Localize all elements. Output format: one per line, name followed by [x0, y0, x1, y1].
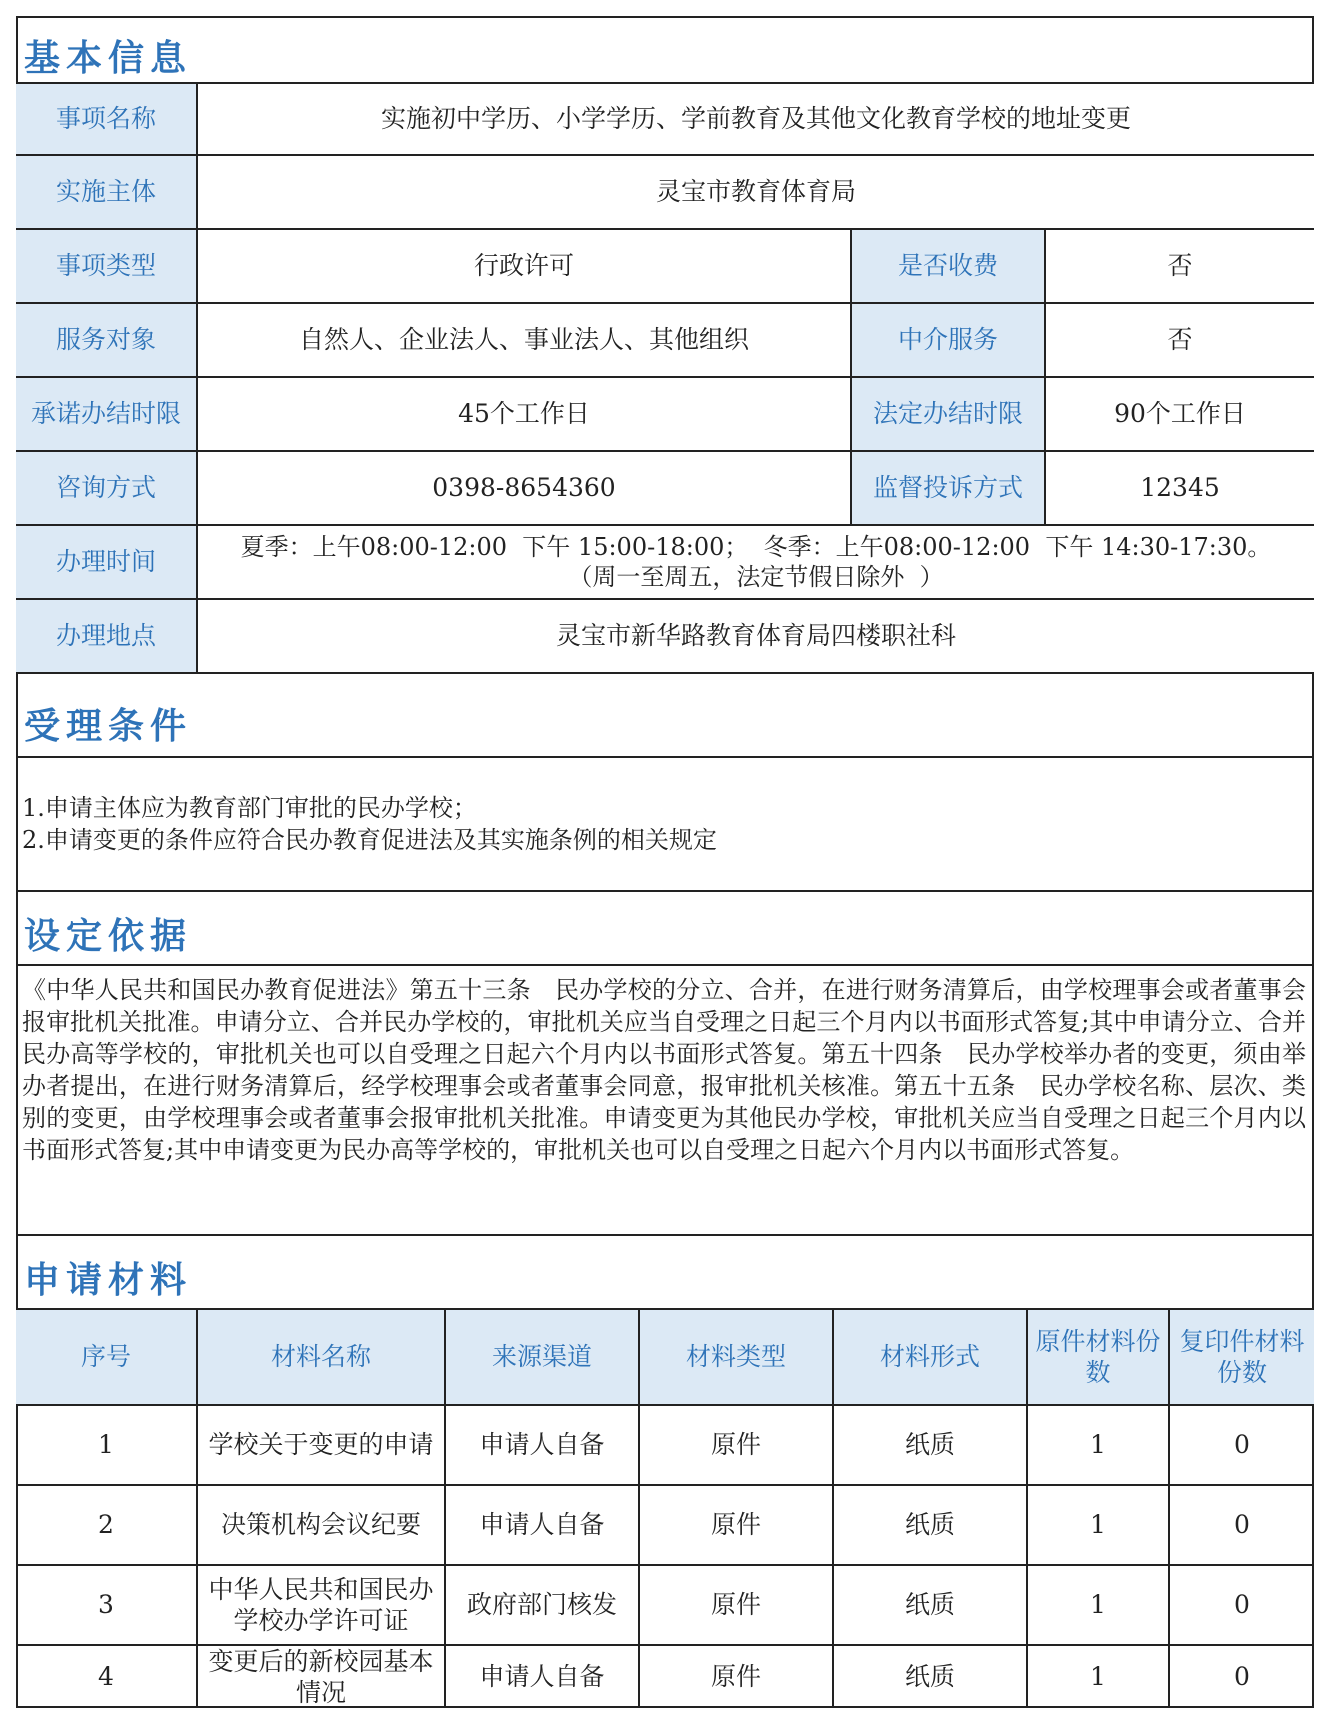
table-row-2-form: 纸质: [834, 1486, 1028, 1566]
table-row-4-index: 4: [16, 1646, 198, 1708]
table-row-4-name: 变更后的新校园基本情况: [198, 1646, 446, 1708]
materials-title: 申请材料: [24, 1260, 193, 1301]
table-row-4-original: 1: [1028, 1646, 1170, 1708]
table-row-3-source: 政府部门核发: [446, 1566, 640, 1646]
target-label: 服务对象: [16, 304, 198, 378]
fee-label: 是否收费: [852, 230, 1046, 304]
table-row-1-form: 纸质: [834, 1406, 1028, 1486]
type-value: 行政许可: [198, 230, 852, 304]
place-value: 灵宝市新华路教育体育局四楼职社科: [198, 600, 1314, 674]
table-row-4-form: 纸质: [834, 1646, 1028, 1708]
agency-value: 否: [1046, 304, 1314, 378]
place-label: 办理地点: [16, 600, 198, 674]
agency-label: 中介服务: [852, 304, 1046, 378]
fee-value: 否: [1046, 230, 1314, 304]
table-row-1-copy: 0: [1170, 1406, 1314, 1486]
table-row-4-type: 原件: [640, 1646, 834, 1708]
materials-header-form: 材料形式: [834, 1308, 1028, 1406]
item-name-label: 事项名称: [16, 82, 198, 156]
materials-divider: [16, 1234, 1314, 1236]
table-row-2-copy: 0: [1170, 1486, 1314, 1566]
basic-info-title: 基本信息: [24, 38, 193, 79]
consult-label: 咨询方式: [16, 452, 198, 526]
table-row-3-type: 原件: [640, 1566, 834, 1646]
condition-line-2: 2.申请变更的条件应符合民办教育促进法及其实施条例的相关规定: [22, 826, 717, 854]
table-row-1-original: 1: [1028, 1406, 1170, 1486]
promise-time-label: 承诺办结时限: [16, 378, 198, 452]
subject-label: 实施主体: [16, 156, 198, 230]
materials-header-index: 序号: [16, 1308, 198, 1406]
type-label: 事项类型: [16, 230, 198, 304]
hours-line-1: 夏季：上午08:00-12:00 下午 15:00-18:00； 冬季：上午08:00-12:00 下午 14:30-17:30。: [240, 533, 1272, 561]
hours-value: [198, 526, 1314, 600]
conditions-body: [16, 756, 1314, 890]
conditions-title: 受理条件: [24, 706, 193, 747]
consult-value: 0398-8654360: [198, 452, 852, 526]
basis-title: 设定依据: [24, 916, 193, 957]
table-row-3-index: 3: [16, 1566, 198, 1646]
table-row-1-name: 学校关于变更的申请: [198, 1406, 446, 1486]
materials-header-original-count: 原件材料份数: [1028, 1308, 1170, 1406]
table-row-1-index: 1: [16, 1406, 198, 1486]
table-row-3-name: 中华人民共和国民办学校办学许可证: [198, 1566, 446, 1646]
table-row-2-type: 原件: [640, 1486, 834, 1566]
hours-line-2: （周一至周五，法定节假日除外 ）: [568, 563, 944, 591]
materials-header-source: 来源渠道: [446, 1308, 640, 1406]
table-row-3-copy: 0: [1170, 1566, 1314, 1646]
basis-text: 《中华人民共和国民办教育促进法》第五十三条 民办学校的分立、合并，在进行财务清算后，由学校理事会或者董事会报审批机关批准。申请分立、合并民办学校的，审批机关应当自受理之日起三个月内以书面形式答复;其中申请分立、合并民办高等学校的，审批机关也可以自受理之日起六个月内以书面形式答复。第五十四条 民办学校举办者的变更，须由举办者提出，在进行财务清算后，经学校理事会或者董事会同意，报审批机关核准。第五十五条 民办学校名称、层次、类别的变更，由学校理事会或者董事会报审批机关批准。申请变更为其他民办学校，审批机关应当自受理之日起三个月内以书面形式答复;其中申请变更为民办高等学校的，审批机关也可以自受理之日起六个月内以书面形式答复。: [22, 976, 1306, 1164]
table-row-2-name: 决策机构会议纪要: [198, 1486, 446, 1566]
basis-body: [16, 964, 1314, 1234]
promise-time-value: 45个工作日: [198, 378, 852, 452]
subject-value: 灵宝市教育体育局: [198, 156, 1314, 230]
table-row-3-form: 纸质: [834, 1566, 1028, 1646]
legal-time-value: 90个工作日: [1046, 378, 1314, 452]
legal-time-label: 法定办结时限: [852, 378, 1046, 452]
hours-label: 办理时间: [16, 526, 198, 600]
materials-header-name: 材料名称: [198, 1308, 446, 1406]
condition-line-1: 1.申请主体应为教育部门审批的民办学校；: [22, 794, 477, 822]
table-row-2-original: 1: [1028, 1486, 1170, 1566]
basis-divider: [16, 890, 1314, 892]
table-row-2-source: 申请人自备: [446, 1486, 640, 1566]
table-row-4-source: 申请人自备: [446, 1646, 640, 1708]
table-row-4-copy: 0: [1234, 1662, 1250, 1692]
item-name-value: 实施初中学历、小学学历、学前教育及其他文化教育学校的地址变更: [198, 82, 1314, 156]
table-row-1-type: 原件: [640, 1406, 834, 1486]
materials-header-type: 材料类型: [640, 1308, 834, 1406]
table-row-2-index: 2: [16, 1486, 198, 1566]
table-row-3-original: 1: [1028, 1566, 1170, 1646]
complaint-value: 12345: [1046, 452, 1314, 526]
complaint-label: 监督投诉方式: [852, 452, 1046, 526]
table-row-1-source: 申请人自备: [446, 1406, 640, 1486]
target-value: 自然人、企业法人、事业法人、其他组织: [198, 304, 852, 378]
service-guide-sheet: [16, 16, 1314, 1708]
materials-header-copy-count: 复印件材料份数: [1170, 1308, 1314, 1406]
